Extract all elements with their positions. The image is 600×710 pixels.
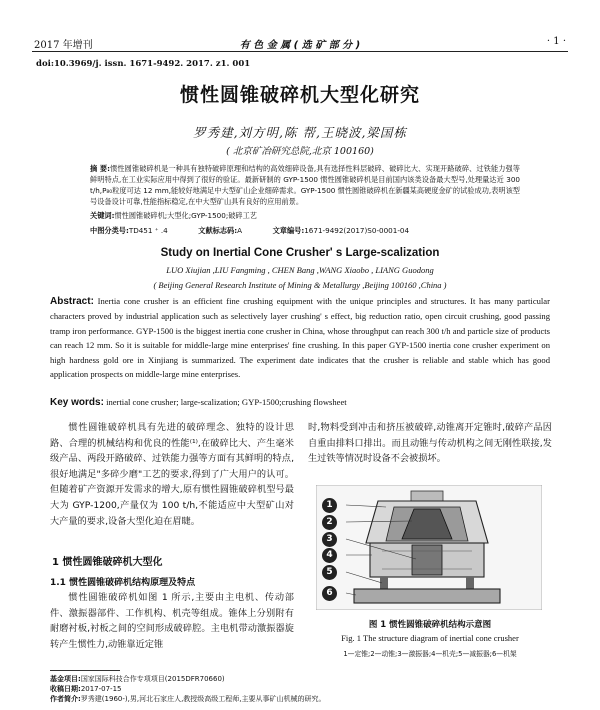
- fund-value: 国家国际科技合作专项项目(2015DFR70660): [80, 675, 225, 683]
- intro-paragraph: 惯性圆锥破碎机具有先进的破碎理念、独特的设计思路、合理的机械结构和优良的性能⁽¹⁾,在破碎比大、产生毫米级产品、两段开路破碎、过铁能力强等方面有其鲜明的特点,很好地满足"多碎少磨"工艺的要求,得到了广大用户的认可。但随着矿产资源开发需求的增大,原有惯性圆锥破碎机型号最大为 GYP-1200,产量仅为 100 t/h,不能适应中大型矿山对大产量的要求,设备大型化迫在眉睫。: [50, 422, 294, 527]
- affiliation-en: ( Beijing General Research Institute of Mining & Metallurgy ,Beijing 100160 ,China ): [153, 280, 447, 290]
- marker-4: 4: [322, 548, 337, 563]
- abstract-zh: [90, 163, 520, 207]
- page-number: · 1 ·: [546, 36, 566, 47]
- page-title: 惯性圆锥破碎机大型化研究: [179, 84, 420, 106]
- keywords-en-text: inertial cone crusher; large-scalization; GYP-1500;crushing flowsheet: [106, 397, 347, 407]
- affiliation-zh: ( 北京矿冶研究总院,北京 100160): [226, 146, 374, 157]
- section-heading-1: 1 惯性圆锥破碎机大型化: [52, 557, 163, 568]
- section-heading-1-1: 1.1 惯性圆锥破碎机结构原理及特点: [50, 578, 196, 588]
- abstract-en-text: Inertia cone crusher is an efficient fine crushing equipment with the unique principles and structures. It has many particular characters proved by industrial application such as selectively layer crushing' s effect, big reduction ratio, open circuit crushing, good passing tramp iron performance. GYP-1500 is the biggest inertia cone crusher in China, whose throughput can reach 300 t/h and particle size of products can reach 12 mm. So it is suitable for middle-large mine enterprises' fine crushing. In this paper GYP-1500 inertia cone crusher experiment on high hardness gold ore in Xinjiang is summarized. The experiment date indicates that the crusher is reliable and stable which has good application prospects on middle-large mine enterprises.: [50, 296, 550, 380]
- marker-2: 2: [322, 515, 337, 530]
- crusher-diagram: [316, 485, 542, 610]
- clc-label: 中图分类号:: [90, 226, 129, 235]
- abstract-en-label: Abstract:: [50, 296, 94, 307]
- marker-6: 6: [322, 586, 337, 601]
- keywords-en-label: Key words:: [50, 397, 104, 408]
- abstract-en: [50, 294, 550, 381]
- keywords-en: [50, 395, 550, 410]
- doi: doi:10.3969/j. issn. 1671-9492. 2017. z1. 001: [36, 59, 251, 69]
- figure-legend: 1—定锥;2—动锥;3—激振器;4—机壳;5—减振器;6—机架: [343, 650, 517, 658]
- figure-caption-zh: 图 1 惯性圆锥破碎机结构示意图: [368, 620, 492, 630]
- figure-1: [316, 485, 542, 610]
- article-id-label: 文章编号:: [272, 226, 305, 235]
- doc-code-value: A: [237, 226, 243, 235]
- keywords-zh-text: 惯性圆锥破碎机;大型化;GYP-1500;破碎工艺: [114, 211, 257, 220]
- footnote-received: [50, 684, 122, 694]
- fund-label: 基金项目:: [50, 675, 81, 683]
- journal-name: 有 色 金 属 ( 选 矿 部 分 ): [239, 40, 361, 51]
- journal-issue: 2017 年增刊: [34, 40, 93, 51]
- header-rule: [32, 51, 568, 52]
- received-label: 收稿日期:: [50, 685, 81, 693]
- right-column-paragraph: 时,物料受到冲击和挤压被破碎,动锥离开定锥时,破碎产品因自重由排料口排出。而且动锥与传动机构之间无刚性联接,发生过铁等情况时设备不会被损坏。: [308, 422, 552, 465]
- keywords-zh: [90, 211, 520, 221]
- marker-5: 5: [322, 565, 337, 580]
- footnote-author: [50, 694, 326, 704]
- classification-line: [90, 226, 530, 236]
- abstract-zh-label: 摘 要:: [90, 164, 111, 173]
- clc-value: TD451 ⁺ .4: [128, 226, 168, 235]
- marker-3: 3: [322, 532, 337, 547]
- section-1-1-paragraph: 惯性圆锥破碎机如图 1 所示,主要由主电机、传动部件、激振器部件、工作机构、机壳等组成。锥体上分别附有耐磨衬板,衬板之间的空间形成破碎腔。主电机带动激振器旋转产生惯性力,动锥靠近定锥: [50, 592, 294, 650]
- author-bio-value: 罗秀建(1960-),男,河北石家庄人,教授级高级工程师,主要从事矿山机械的研究。: [80, 695, 326, 703]
- doc-code-label: 文献标志码:: [198, 226, 238, 235]
- received-value: 2017-07-15: [80, 685, 122, 693]
- footnote-fund: [50, 674, 225, 684]
- marker-1: 1: [322, 498, 337, 513]
- authors-zh: 罗秀建,刘方明,陈 帮,王晓波,梁国栋: [193, 125, 407, 140]
- footnote-rule: [50, 670, 120, 671]
- authors-en: LUO Xiujian ,LIU Fangming , CHEN Bang ,WANG Xiaobo , LIANG Guodong: [166, 265, 434, 275]
- abstract-zh-text: 惯性圆锥破碎机是一种具有独特破碎原理和结构的高效细碎设备,具有选择性料层破碎、破碎比大、实现开路破碎、过铁能力强等鲜明特点,在工业实际应用中得到了很好的验证。最新研制的 GYP-1500 惯性圆锥破碎机是目前国内该类设备最大型号,处理量达近 300 t/h,P₈₀粒度可达 12 mm,能较好地满足中大型矿山企业细碎需求。GYP-1500 惯性圆锥破碎机在新疆某高硬度金矿的试验成功,表明该型号设备设计可靠,性能指标稳定,在中大型矿山具有良好的应用前景。: [90, 164, 520, 206]
- article-id-value: 1671-9492(2017)S0-0001-04: [304, 226, 410, 235]
- author-bio-label: 作者简介:: [50, 695, 81, 703]
- keywords-zh-label: 关键词:: [90, 211, 115, 220]
- figure-caption-en: Fig. 1 The structure diagram of inertial cone crusher: [341, 633, 519, 643]
- title-en: Study on Inertial Cone Crusher' s Large-scalization: [160, 247, 440, 259]
